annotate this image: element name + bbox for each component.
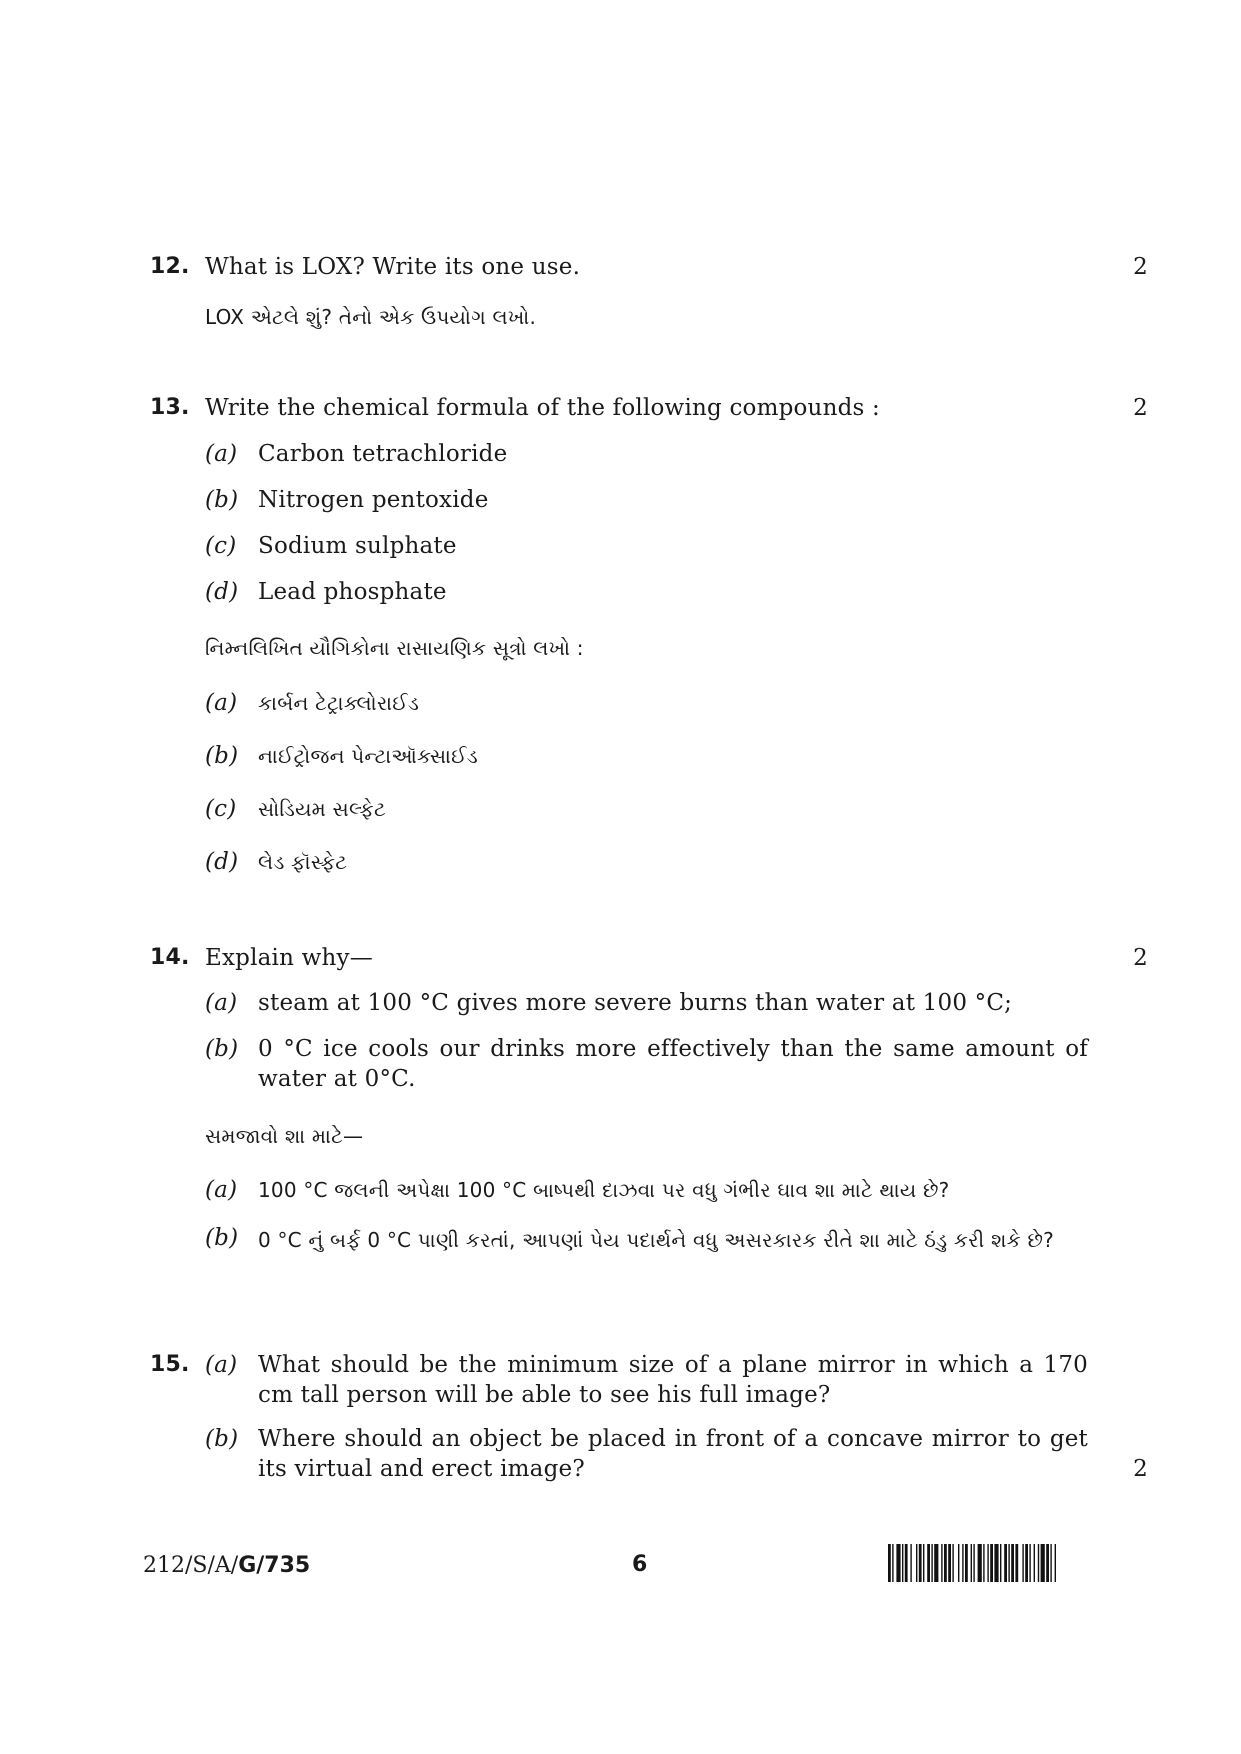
sub-label: (d): [205, 849, 239, 875]
gujarati-heading: નિમ્નલિખિત યૌગિકોના રાસાયણિક સૂત્રો લખો :: [205, 636, 584, 660]
paper-code-suffix: /735: [256, 1553, 311, 1578]
question-number: 15.: [150, 1352, 190, 1377]
marks: 2: [1133, 254, 1148, 280]
question-text: Write the chemical formula of the following compounds :: [205, 395, 880, 421]
page-number: 6: [632, 1552, 648, 1577]
sub-text: steam at 100 °C gives more severe burns than water at 100 °C;: [258, 990, 1013, 1016]
sub-label: (a): [205, 1177, 238, 1203]
sub-text: સોડિયમ સલ્ફેટ: [258, 797, 386, 821]
sub-text: 0 °C ice cools our drinks more effectively than the same amount of water at 0°C.: [258, 1036, 1088, 1092]
sub-text: 0 °C નું બર્ફ 0 °C પાણી કરતાં, આપણાં પેય પદાર્થને વધુ અસરકારક રીતે શા માટે ઠંડુ કરી શકે છે?: [258, 1228, 1054, 1252]
gujarati-heading: સમજાવો શા માટે—: [205, 1124, 364, 1148]
question-number: 14.: [150, 945, 190, 970]
marks: 2: [1133, 945, 1148, 971]
question-15: [150, 1350, 1150, 1482]
sub-label: (b): [205, 1426, 239, 1452]
question-13: [150, 393, 1150, 875]
sub-text: Nitrogen pentoxide: [258, 487, 489, 513]
question-text: Explain why—: [205, 945, 373, 971]
question-text-gujarati: LOX એટલે શું? તેનો એક ઉપયોગ લખો.: [205, 305, 537, 329]
sub-label: (b): [205, 1036, 239, 1062]
sub-text: લેડ ફૉસ્ફેટ: [258, 850, 348, 874]
sub-text: Carbon tetrachloride: [258, 441, 508, 467]
sub-text: નાઈટ્રોજન પેન્ટાઑક્સાઈડ: [258, 744, 478, 768]
question-12: [150, 252, 1150, 329]
marks: 2: [1133, 1456, 1148, 1482]
paper-code: [143, 1553, 310, 1578]
sub-label: (c): [205, 796, 237, 822]
marks: 2: [1133, 395, 1148, 421]
question-number: 12.: [150, 254, 190, 279]
sub-text: 100 °C જલની અપેક્ષા 100 °C બાષ્પથી દાઝવા પર વધુ ગંભીર ઘાવ શા માટે થાય છે?: [258, 1178, 950, 1202]
paper-code-series: G: [238, 1553, 257, 1578]
sub-label: (c): [205, 533, 237, 559]
sub-text: What should be the minimum size of a plane mirror in which a 170 cm tall person will be able to see his full image?: [258, 1352, 1088, 1408]
sub-label: (a): [205, 441, 238, 467]
sub-text: Where should an object be placed in front of a concave mirror to get its virtual and erect image?: [258, 1426, 1088, 1482]
sub-label: (a): [205, 1352, 238, 1378]
sub-label: (d): [205, 579, 239, 605]
paper-code-prefix: 212/S/A/: [143, 1553, 239, 1578]
sub-label: (b): [205, 487, 239, 513]
sub-label: (b): [205, 743, 239, 769]
question-text: What is LOX? Write its one use.: [205, 254, 581, 280]
sub-text: Sodium sulphate: [258, 533, 457, 559]
sub-label: (b): [205, 1225, 239, 1251]
sub-label: (a): [205, 690, 238, 716]
sub-text: કાર્બન ટેટ્રાક્લોરાઈડ: [258, 691, 420, 715]
question-14: [150, 943, 1150, 1252]
sub-label: (a): [205, 990, 238, 1016]
sub-text: Lead phosphate: [258, 579, 447, 605]
barcode: [888, 1544, 1153, 1582]
question-number: 13.: [150, 395, 190, 420]
